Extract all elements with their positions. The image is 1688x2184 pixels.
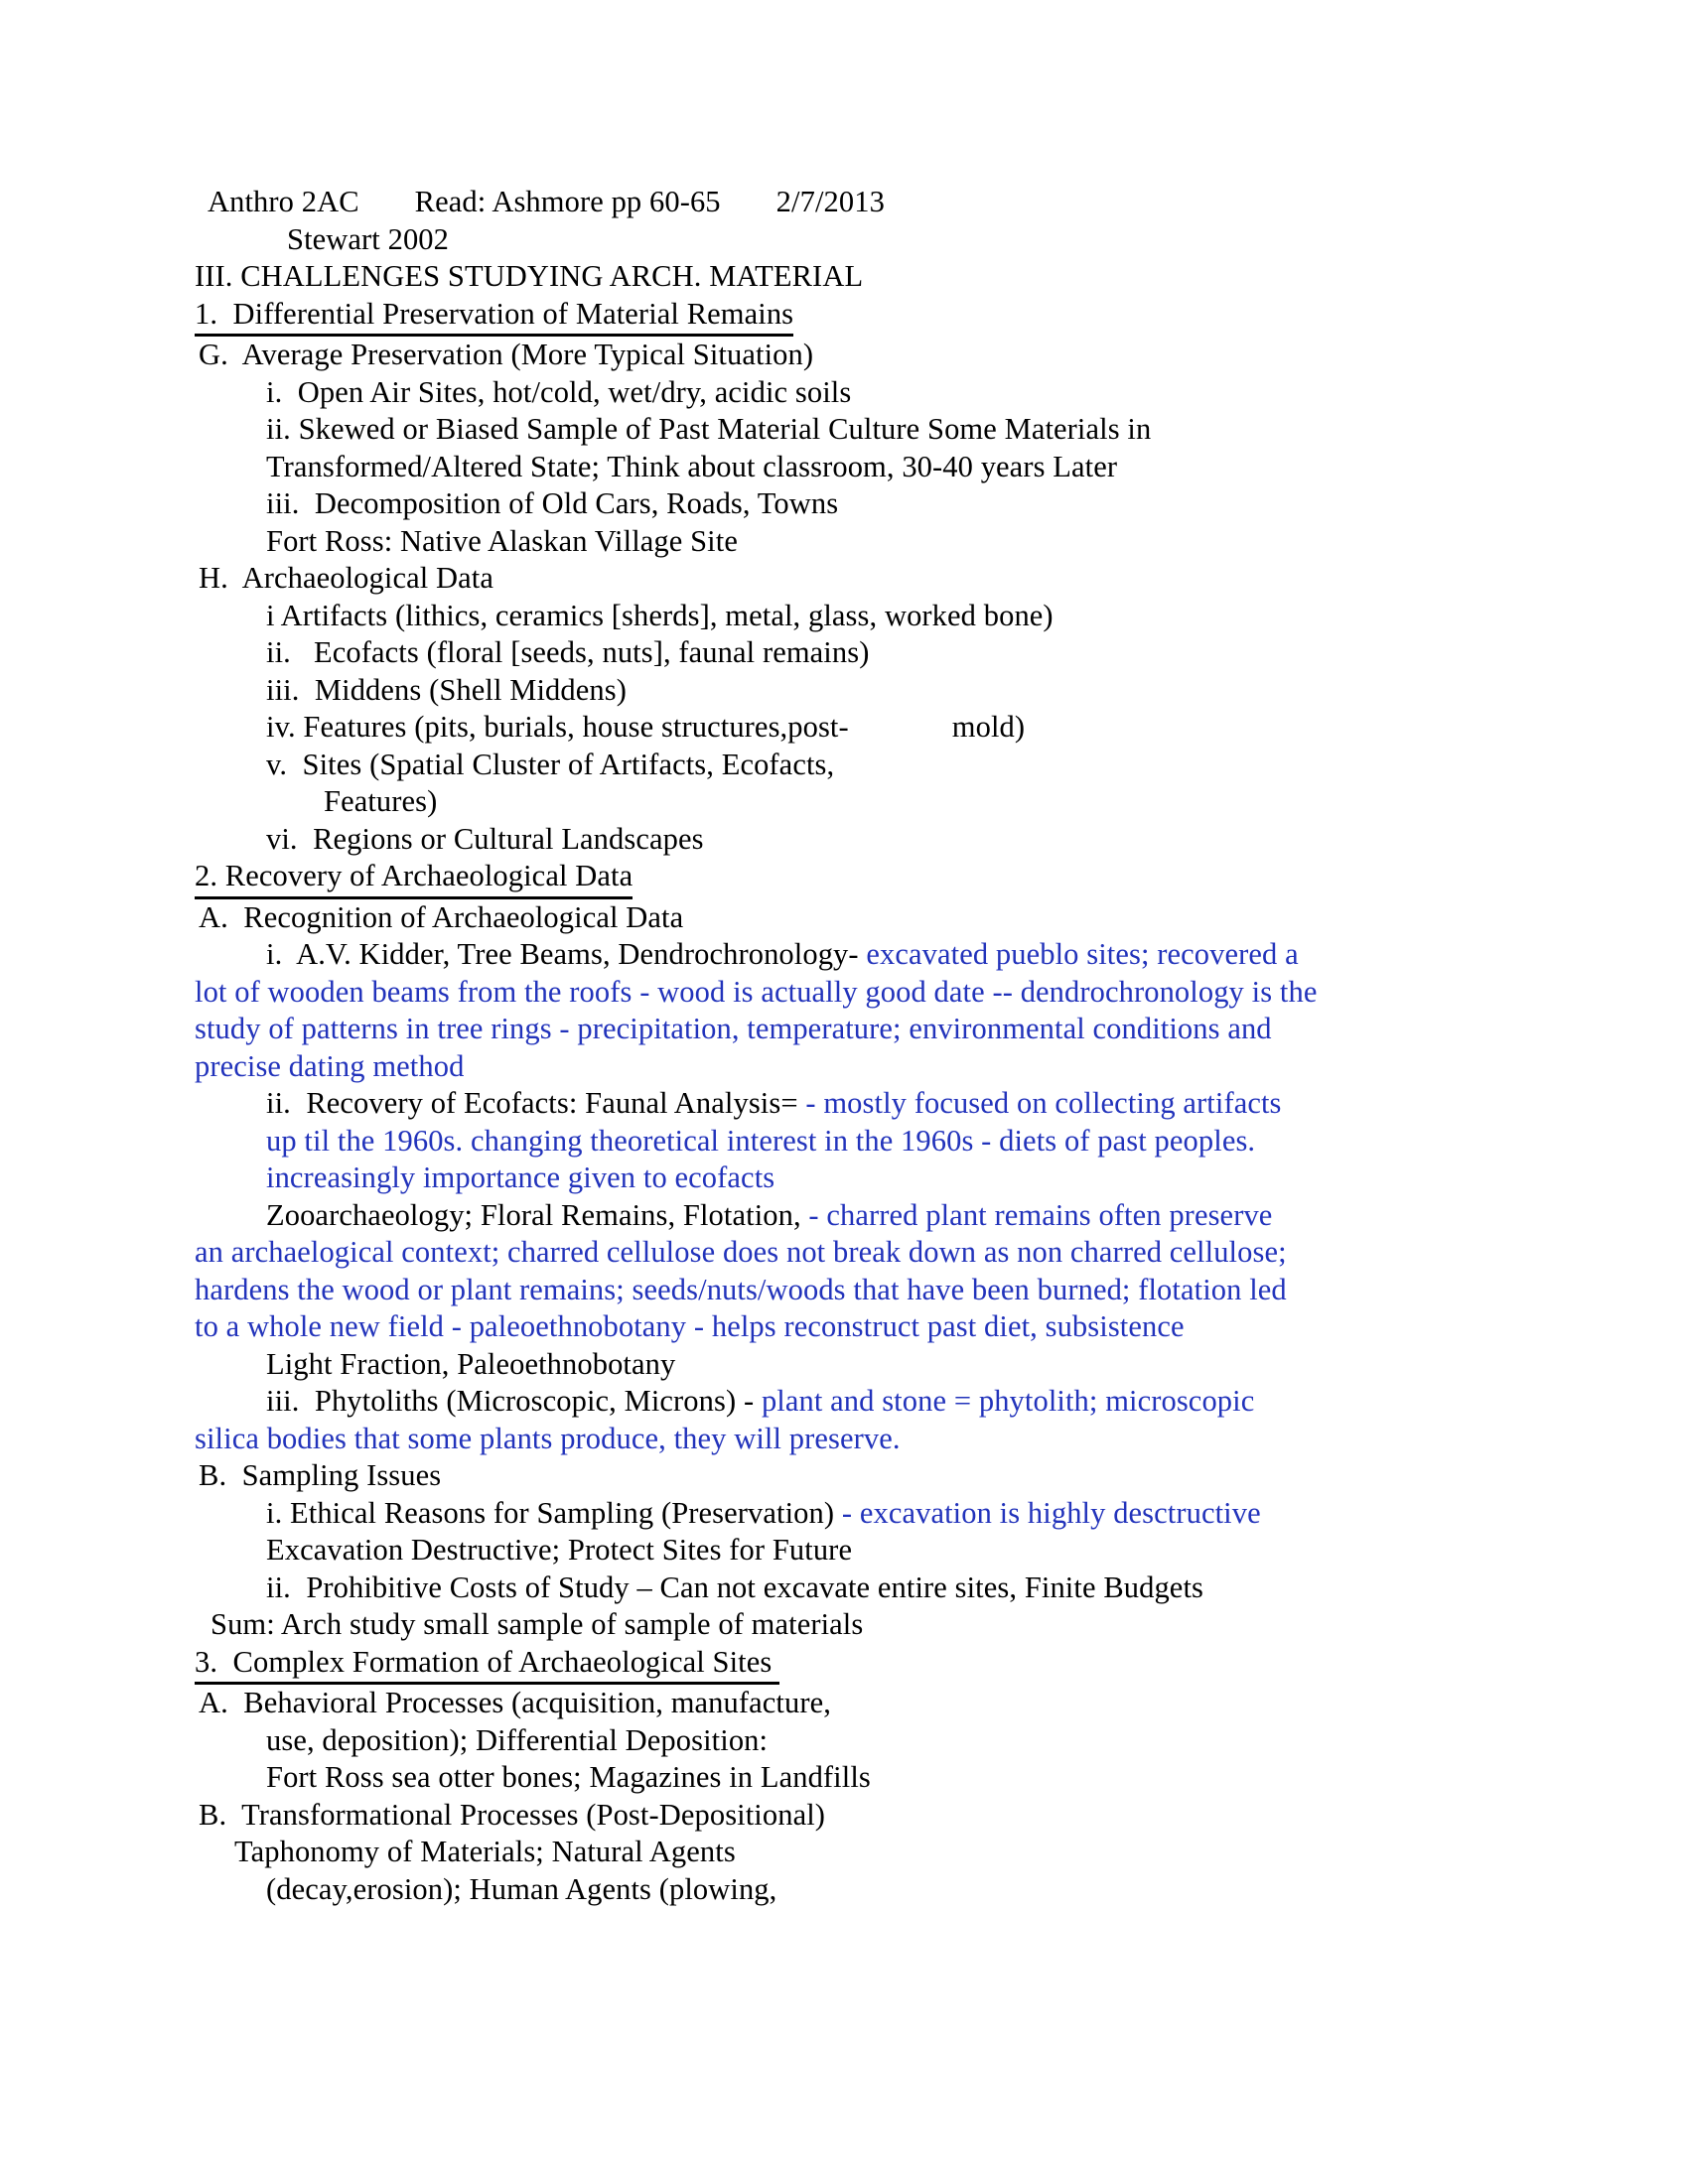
reading-label: Read: Ashmore pp 60-65: [414, 185, 721, 218]
outline-item-b-i: [266, 1495, 1485, 1533]
outline-item-a-iii-line1: [266, 1383, 1485, 1421]
kidder-annotation-line4: precise dating method: [195, 1048, 465, 1083]
outline-item-summary: Sum: Arch study small sample of sample of materials: [211, 1607, 864, 1641]
outline-item-3b-taphonomy: Taphonomy of Materials; Natural Agents: [234, 1835, 736, 1868]
outline-item-h-iii: iii. Middens (Shell Middens): [266, 672, 627, 707]
outline-item-b: B. Sampling Issues: [199, 1458, 442, 1492]
outline-item-h-iv-mold: mold): [951, 710, 1026, 744]
outline-item-3a-line1: A. Behavioral Processes (acquisition, manufacture,: [199, 1686, 831, 1719]
outline-item-b-ii: ii. Prohibitive Costs of Study – Can not excavate entire sites, Finite Budgets: [266, 1570, 1203, 1604]
kidder-blue-text: excavated pueblo sites; recovered a: [858, 937, 1299, 971]
subsection-1-heading-text: 1. Differential Preservation of Material Remains: [195, 296, 793, 338]
outline-item-h-v-line2: Features): [324, 784, 438, 818]
subsection-2-heading-text: 2. Recovery of Archaeological Data: [195, 858, 633, 899]
ethical-black-text: i. Ethical Reasons for Sampling (Preservation): [266, 1495, 835, 1530]
zoo-annotation-line4: to a whole new field - paleoethnobotany - helps reconstruct past diet, subsistence: [195, 1309, 1185, 1343]
outline-item-g-fortross: Fort Ross: Native Alaskan Village Site: [266, 523, 738, 558]
reading-second-label: Stewart 2002: [287, 221, 449, 256]
subsection-3-heading: [195, 1644, 1485, 1686]
outline-item-3a-line3: Fort Ross sea otter bones; Magazines in Landfills: [266, 1760, 871, 1794]
outline-item-h-iv-text: iv. Features (pits, burials, house structures,post-: [266, 710, 849, 744]
faunal-annotation-line3: increasingly importance given to ecofacts: [266, 1160, 775, 1194]
outline-item-h-i: i Artifacts (lithics, ceramics [sherds], metal, glass, worked bone): [266, 598, 1054, 632]
outline-item-b-excavation: Excavation Destructive; Protect Sites for Future: [266, 1533, 853, 1567]
outline-item-g: G. Average Preservation (More Typical Situation): [199, 338, 814, 371]
subsection-3-heading-text: 3. Complex Formation of Archaeological Sites: [195, 1644, 779, 1686]
outline-item-zooarchaeology-line1: [266, 1197, 1485, 1235]
phytoliths-black-text: iii. Phytoliths (Microscopic, Microns) -: [266, 1384, 755, 1418]
document-body: [195, 184, 1485, 1908]
outline-item-g-ii-line2: Transformed/Altered State; Think about classroom, 30-40 years Later: [266, 449, 1118, 483]
outline-item-h-ii: ii. Ecofacts (floral [seeds, nuts], faunal remains): [266, 635, 870, 669]
outline-item-light-fraction: Light Fraction, Paleoethnobotany: [266, 1346, 676, 1381]
zoo-annotation-line3: hardens the wood or plant remains; seeds/nuts/woods that have been burned; flotation led: [195, 1272, 1287, 1306]
course-label: Anthro 2AC: [208, 185, 359, 218]
outline-item-g-ii-line1: ii. Skewed or Biased Sample of Past Material Culture Some Materials in: [266, 412, 1152, 446]
kidder-black-text: i. A.V. Kidder, Tree Beams, Dendrochronology-: [266, 937, 859, 971]
outline-item-h-vi: vi. Regions or Cultural Landscapes: [266, 821, 704, 856]
faunal-blue-text: - mostly focused on collecting artifacts: [797, 1086, 1282, 1120]
reading-second-line: [287, 221, 1485, 259]
outline-item-3b: B. Transformational Processes (Post-Depositional): [199, 1797, 826, 1832]
subsection-1-heading: [195, 296, 1485, 338]
kidder-annotation-line3: study of patterns in tree rings - precipitation, temperature; environmental conditions and: [195, 1012, 1272, 1045]
phytoliths-annotation-line2: silica bodies that some plants produce, they will preserve.: [195, 1421, 901, 1455]
phytoliths-blue-text: plant and stone = phytolith; microscopic: [754, 1384, 1255, 1418]
outline-item-h: H. Archaeological Data: [199, 561, 494, 595]
zoo-blue-text: - charred plant remains often preserve: [800, 1197, 1273, 1232]
ethical-blue-text: - excavation is highly desctructive: [834, 1495, 1261, 1530]
faunal-black-text: ii. Recovery of Ecofacts: Faunal Analysis=: [266, 1086, 798, 1120]
outline-item-a-i-line1: [266, 936, 1485, 974]
zoo-annotation-line2: an archaelogical context; charred cellulose does not break down as non charred cellulose;: [195, 1235, 1287, 1269]
outline-item-a-ii-line1: [266, 1085, 1485, 1123]
section-heading-iii: III. CHALLENGES STUDYING ARCH. MATERIAL: [195, 259, 864, 293]
kidder-annotation-line2: lot of wooden beams from the roofs - wood is actually good date -- dendrochronology is the: [195, 974, 1318, 1009]
outline-item-3a-line2: use, deposition); Differential Deposition:: [266, 1722, 769, 1757]
outline-item-a: A. Recognition of Archaeological Data: [199, 899, 684, 934]
outline-item-g-iii: iii. Decomposition of Old Cars, Roads, Towns: [266, 486, 839, 520]
outline-item-h-iv: [266, 709, 1485, 747]
subsection-2-heading: [195, 858, 1485, 899]
zoo-black-text: Zooarchaeology; Floral Remains, Flotation,: [266, 1197, 801, 1232]
outline-item-g-i: i. Open Air Sites, hot/cold, wet/dry, acidic soils: [266, 374, 852, 409]
outline-item-h-v-line1: v. Sites (Spatial Cluster of Artifacts, Ecofacts,: [266, 747, 835, 781]
faunal-annotation-line2: up til the 1960s. changing theoretical interest in the 1960s - diets of past peoples.: [266, 1123, 1256, 1158]
outline-item-3b-decay: (decay,erosion); Human Agents (plowing,: [266, 1871, 777, 1906]
date-label: 2/7/2013: [775, 185, 885, 218]
header-line: [208, 184, 1485, 221]
